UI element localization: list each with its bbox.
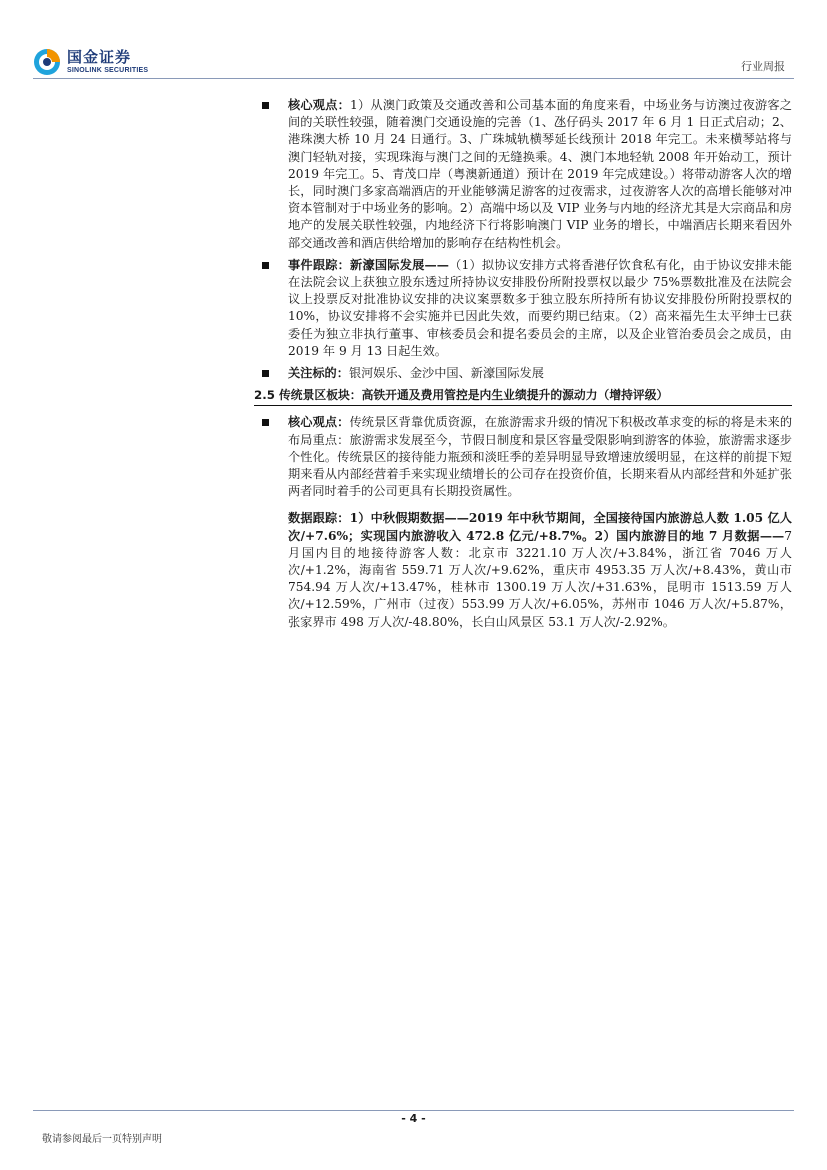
bullet-text: （1）拟协议安排方式将香港仔饮食私有化，由于协议安排未能在法院会议上获独立股东透过所持协议安排股份所附投票权以最少 75%票数批准及在法院会议上投票反对批准协议安排的决议案票数多于独立股东所持所有协议安排股份所附投票权的 10%，协议安排将不会实施并已因此失效，而要约期已结束。（2）高来福先生太平绅士已获委任为独立非执行董事、审核委员会和提名委员会的主席，以及企业管治委员会之成员，由 2019 年 9 月 13 日起生效。 xyxy=(288,257,792,358)
brand-name-cn: 国金证券 xyxy=(67,48,132,66)
section-heading: 2.5 传统景区板块：高铁开通及费用管控是内生业绩提升的源动力（增持评级） xyxy=(254,387,792,406)
data-tracking-text: 7 月国内目的地接待游客人数：北京市 3221.10 万人次/+3.84%，浙江省 7046 万人次/+1.2%，海南省 559.71 万人次/+9.62%，重庆市 4953.35 万人次/+8.43%，黄山市 754.94 万人次/+13.47%，桂林市 1300.19 万人次/+31.63%，昆明市 1513.59 万人次/+12.59%，广州市（过夜）553.99 万人次/+6.05%，苏州市 1046 万人次/+5.87%，张家界市 498 万人次/-48.80%，长白山风景区 53.1 万人次/-2.92%。 xyxy=(288,528,792,629)
bullet-item-core-view xyxy=(258,97,792,252)
bullet-label: 事件跟踪：新濠国际发展—— xyxy=(288,257,449,272)
bullet-text: 传统景区背靠优质资源，在旅游需求升级的情况下积极改革求变的标的将是未来的布局重点：旅游需求发展至今，节假日制度和景区容量受限影响到游客的体验，旅游需求逐步个性化。传统景区的接待能力瓶颈和淡旺季的差异明显导致增速放缓明显，在这样的前提下短期来看从内部经营着手来实现业绩增长的公司存在投资价值，长期来看从内部经营和外延扩张两者同时着手的公司更具有长期投资属性。 xyxy=(288,415,793,499)
footer-divider xyxy=(33,1110,794,1111)
header-divider xyxy=(33,78,794,79)
data-tracking-bold: 数据跟踪：1）中秋假期数据——2019 年中秋节期间，全国接待国内旅游总人数 1.05 亿人次/+7.6%；实现国内旅游收入 472.8 亿元/+8.7%。2）国内旅游目的地 7 月数据—— xyxy=(288,511,792,543)
footer-disclaimer: 敬请参阅最后一页特别声明 xyxy=(42,1134,162,1145)
brand-logo xyxy=(33,45,148,79)
square-bullet-icon xyxy=(262,419,269,426)
bullet-text: 银河娱乐、金沙中国、新濠国际发展 xyxy=(348,366,544,381)
bullet-label: 关注标的： xyxy=(288,366,349,381)
bullet-item-watchlist xyxy=(258,365,792,382)
bullet-text: 1）从澳门政策及交通改善和公司基本面的角度来看，中场业务与访澳过夜游客之间的关联性较强，随着澳门交通设施的完善（1、氹仔码头 2017 年 6 月 1 日正式启动；2、港珠澳大桥 10 月 24 日通行。3、广珠城轨横琴延长线预计 2018 年完工。未来横琴站将与澳门轻轨对接，实现珠海与澳门之间的无缝换乘。4、澳门本地轻轨 2008 年开始动工，预计 2019 年完工。5、青茂口岸（粤澳新通道）预计在 2019 年完成建设。）将带动游客人次的增长，同时澳门多家高端酒店的开业能够满足游客的过夜需求，过夜游客人次的高增长能够对冲资本管制对于中场业务的影响。2）高端中场以及 VIP 业务与内地的经济尤其是大宗商品和房地产的发展关联性较强，内地经济下行将影响澳门 VIP 业务的增长，中端酒店长期来看因外部交通改善和酒店供给增加的影响存在结构性机会。 xyxy=(288,98,792,250)
report-type: 行业周报 xyxy=(741,60,785,73)
brand-name-en: SINOLINK SECURITIES xyxy=(67,67,149,74)
report-body xyxy=(254,97,793,631)
square-bullet-icon xyxy=(262,262,269,269)
bullet-label: 核心观点： xyxy=(288,415,350,430)
bullet-label: 核心观点： xyxy=(288,98,351,112)
square-bullet-icon xyxy=(262,102,269,109)
square-bullet-icon xyxy=(262,370,269,377)
bullet-item-scenic-core-view xyxy=(258,414,792,500)
bullet-item-event-tracking xyxy=(258,257,792,360)
page-number: - 4 - xyxy=(401,1112,426,1125)
logo-icon xyxy=(33,48,61,76)
data-tracking-paragraph xyxy=(258,510,792,630)
